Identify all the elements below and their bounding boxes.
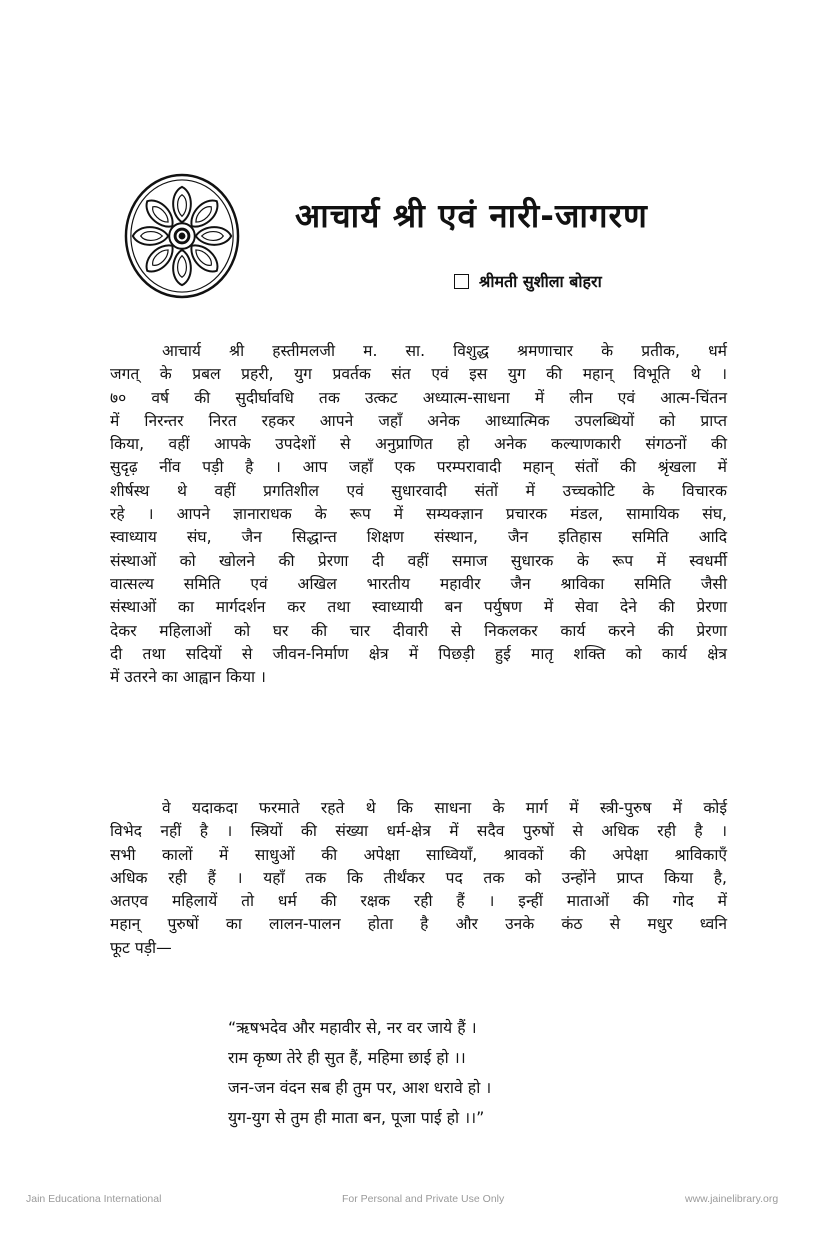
text-line: अतएव महिलायें तो धर्म की रक्षक रही हैं । इन्हीं माताओं की गोद में bbox=[110, 892, 727, 911]
text-line: महान् पुरुषों का लालन-पालन होता है और उनके कंठ से मधुर ध्वनि bbox=[110, 915, 727, 934]
verse-line: युग-युग से तुम ही माता बन, पूजा पाई हो ।।” bbox=[228, 1108, 485, 1127]
footer-usage-note: For Personal and Private Use Only bbox=[342, 1193, 505, 1205]
text-line: वात्सल्य समिति एवं अखिल भारतीय महावीर जैन श्राविका समिति जैसी bbox=[110, 574, 727, 593]
text-line: वे यदाकदा फरमाते रहते थे कि साधना के मार्ग में स्त्री-पुरुष में कोई bbox=[162, 799, 727, 817]
text-line: जगत् के प्रबल प्रहरी, युग प्रवर्तक संत एवं इस युग की महान् विभूति थे । bbox=[110, 365, 727, 384]
text-line: स्वाध्याय संघ, जैन सिद्धान्त शिक्षण संस्थान, जैन इतिहास समिति आदि bbox=[110, 528, 727, 547]
text-line: में उतरने का आह्वान किया । bbox=[110, 668, 266, 687]
footer-publisher: Jain Educationa International bbox=[26, 1193, 162, 1205]
paragraph-2 bbox=[110, 797, 727, 960]
text-line: फूट पड़ी— bbox=[110, 938, 172, 957]
text-line: ७० वर्ष की सुदीर्घावधि तक उत्कट अध्यात्म-साधना में लीन एवं आत्म-चिंतन bbox=[110, 388, 727, 407]
mandala-flower-emblem-icon bbox=[123, 172, 241, 300]
author-byline bbox=[454, 270, 602, 292]
verse-line: जन-जन वंदन सब ही तुम पर, आश धरावे हो । bbox=[228, 1078, 492, 1097]
text-line: आचार्य श्री हस्तीमलजी म. सा. विशुद्ध श्रमणाचार के प्रतीक, धर्म bbox=[162, 342, 727, 360]
text-line: किया, वहीं आपके उपदेशों से अनुप्राणित हो अनेक कल्याणकारी संगठनों की bbox=[110, 435, 727, 454]
text-line: शीर्षस्थ थे वहीं प्रगतिशील एवं सुधारवादी संतों में उच्चकोटि के विचारक bbox=[110, 481, 727, 500]
text-line: संस्थाओं का मार्गदर्शन कर तथा स्वाध्यायी बन पर्युषण में सेवा देने की प्रेरणा bbox=[110, 598, 727, 617]
text-line: संस्थाओं को खोलने की प्रेरणा दी वहीं समाज सुधारक के रूप में स्वधर्मी bbox=[110, 551, 727, 570]
text-line: में निरन्तर निरत रहकर आपने जहाँ अनेक आध्यात्मिक उपलब्धियों को प्राप्त bbox=[110, 411, 727, 430]
article-title: आचार्य श्री एवं नारी-जागरण bbox=[295, 196, 648, 235]
text-line: सुदृढ़ नींव पड़ी है । आप जहाँ एक परम्परावादी महान् संतों की श्रृंखला में bbox=[110, 458, 727, 477]
author-name: श्रीमती सुशीला बोहरा bbox=[479, 272, 602, 291]
text-line: विभेद नहीं है । स्त्रियों की संख्या धर्म-क्षेत्र में सदैव पुरुषों से अधिक रही है । bbox=[110, 822, 727, 841]
text-line: दी तथा सदियों से जीवन-निर्माण क्षेत्र में पिछड़ी हुई मातृ शक्ति को कार्य क्षेत्र bbox=[110, 644, 727, 663]
text-line: अधिक रही हैं । यहाँ तक कि तीर्थंकर पद तक को उन्होंने प्राप्त किया है, bbox=[110, 868, 727, 887]
square-bullet-icon bbox=[454, 274, 469, 289]
verse-line: राम कृष्ण तेरे ही सुत हैं, महिमा छाई हो ।। bbox=[228, 1048, 466, 1067]
verse-quote bbox=[228, 1013, 628, 1133]
paragraph-1 bbox=[110, 340, 727, 689]
text-line: देकर महिलाओं को घर की चार दीवारी से निकलकर कार्य करने की प्रेरणा bbox=[110, 621, 727, 640]
verse-line: “ऋषभदेव और महावीर से, नर वर जाये हैं । bbox=[228, 1018, 477, 1037]
footer-website-link[interactable]: www.jainelibrary.org bbox=[685, 1193, 779, 1205]
text-line: सभी कालों में साधुओं की अपेक्षा साध्वियाँ, श्रावकों की अपेक्षा श्राविकाएँ bbox=[110, 845, 727, 864]
text-line: रहे । आपने ज्ञानाराधक के रूप में सम्यक्ज्ञान प्रचारक मंडल, सामायिक संघ, bbox=[110, 505, 727, 524]
